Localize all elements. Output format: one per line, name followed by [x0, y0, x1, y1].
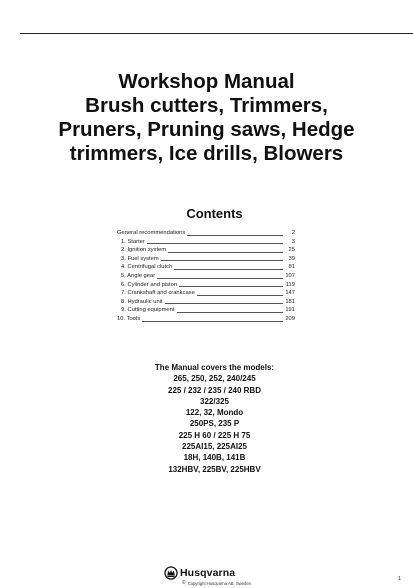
contents-heading: Contents — [186, 206, 243, 221]
toc-leader — [168, 252, 283, 253]
toc-leader — [197, 295, 283, 296]
toc-entry[interactable] — [117, 229, 295, 238]
husqvarna-crown-logo-icon — [164, 566, 178, 580]
copyright-symbol: © — [182, 580, 186, 586]
model-line: 250PS, 235 P — [189, 419, 240, 429]
copyright-text: Copyright Husqvarna AB, Sweden — [187, 580, 252, 586]
toc-entry-label: 6. Cylinder and piston — [121, 281, 178, 288]
copyright-notice — [182, 580, 251, 586]
toc-entry-label: General recommendations — [117, 230, 186, 236]
toc-entry[interactable] — [117, 315, 295, 324]
husqvarna-brand — [164, 566, 235, 580]
title-line: Pruners, Pruning saws, Hedge — [58, 118, 355, 141]
brand-name: Husqvarna — [180, 567, 236, 579]
toc-entry-page: 209 — [285, 315, 295, 322]
toc-entry-page: 25 — [288, 247, 295, 254]
top-rule — [20, 33, 413, 34]
toc-entry-page: 39 — [288, 255, 295, 262]
toc-entry-page: 107 — [285, 272, 295, 279]
manual-title — [0, 70, 413, 166]
toc-entry-page: 191 — [285, 307, 295, 314]
toc-entry-page: 81 — [288, 264, 295, 271]
toc-entry-label: 8. Hydraulic unit — [121, 298, 163, 305]
toc-leader — [174, 269, 283, 270]
models-intro: The Manual covers the models: — [154, 363, 275, 372]
toc-leader — [147, 243, 283, 244]
toc-entry-label: 3. Fuel system — [121, 255, 159, 262]
toc-entry-label: 2. Ignition system — [121, 247, 167, 254]
toc-entry-page: 2 — [291, 230, 295, 236]
toc-leader — [161, 260, 283, 261]
model-line: 225 / 232 / 235 / 240 RBD — [168, 385, 261, 395]
title-line: trimmers, Ice drills, Blowers — [69, 142, 344, 165]
model-line: 18H, 140B, 141B — [183, 453, 246, 463]
toc-entry[interactable] — [117, 255, 295, 264]
toc-entry[interactable] — [117, 281, 295, 290]
toc-leader — [142, 321, 283, 322]
toc-entry-label: 1. Starter — [121, 238, 145, 245]
toc-entry-label: 4. Centrifugal clutch — [121, 264, 173, 271]
toc-entry[interactable] — [117, 306, 295, 315]
toc-entry-page: 147 — [285, 290, 295, 297]
toc-leader — [179, 286, 283, 287]
toc-entry-label: 5. Angle gear — [121, 272, 156, 279]
toc-leader — [165, 303, 283, 304]
toc-leader — [177, 312, 284, 313]
model-line: 265, 250, 252, 240/245 — [173, 374, 256, 384]
page-number: 1 — [398, 576, 402, 582]
toc-entry[interactable] — [117, 238, 295, 247]
model-line: 132HBV, 225BV, 225HBV — [168, 464, 261, 474]
toc-entry-page: 181 — [285, 298, 295, 305]
toc-entry[interactable] — [117, 272, 295, 281]
model-line: 122, 32, Mondo — [185, 408, 244, 418]
toc-entry[interactable] — [117, 298, 295, 307]
toc-entry[interactable] — [117, 263, 295, 272]
toc-entry-page: 119 — [285, 281, 295, 288]
toc-entry-label: 9. Cutting equipment — [121, 307, 175, 314]
toc-entry[interactable] — [117, 246, 295, 255]
toc-leader — [157, 278, 283, 279]
models-list — [0, 362, 413, 475]
toc-entry-label: 10. Tools — [117, 315, 141, 322]
toc-leader — [187, 235, 283, 236]
model-line: 225 H 60 / 225 H 75 — [178, 430, 251, 440]
table-of-contents — [117, 229, 295, 324]
toc-entry[interactable] — [117, 289, 295, 298]
model-line: 322/325 — [200, 396, 229, 406]
toc-entry-label: 7. Crankshaft and crankcase — [121, 290, 195, 297]
model-line: 225AI15, 225AI25 — [182, 442, 247, 452]
title-line: Brush cutters, Trimmers, — [85, 94, 328, 117]
toc-entry-page: 3 — [291, 238, 295, 245]
title-line: Workshop Manual — [118, 70, 295, 93]
